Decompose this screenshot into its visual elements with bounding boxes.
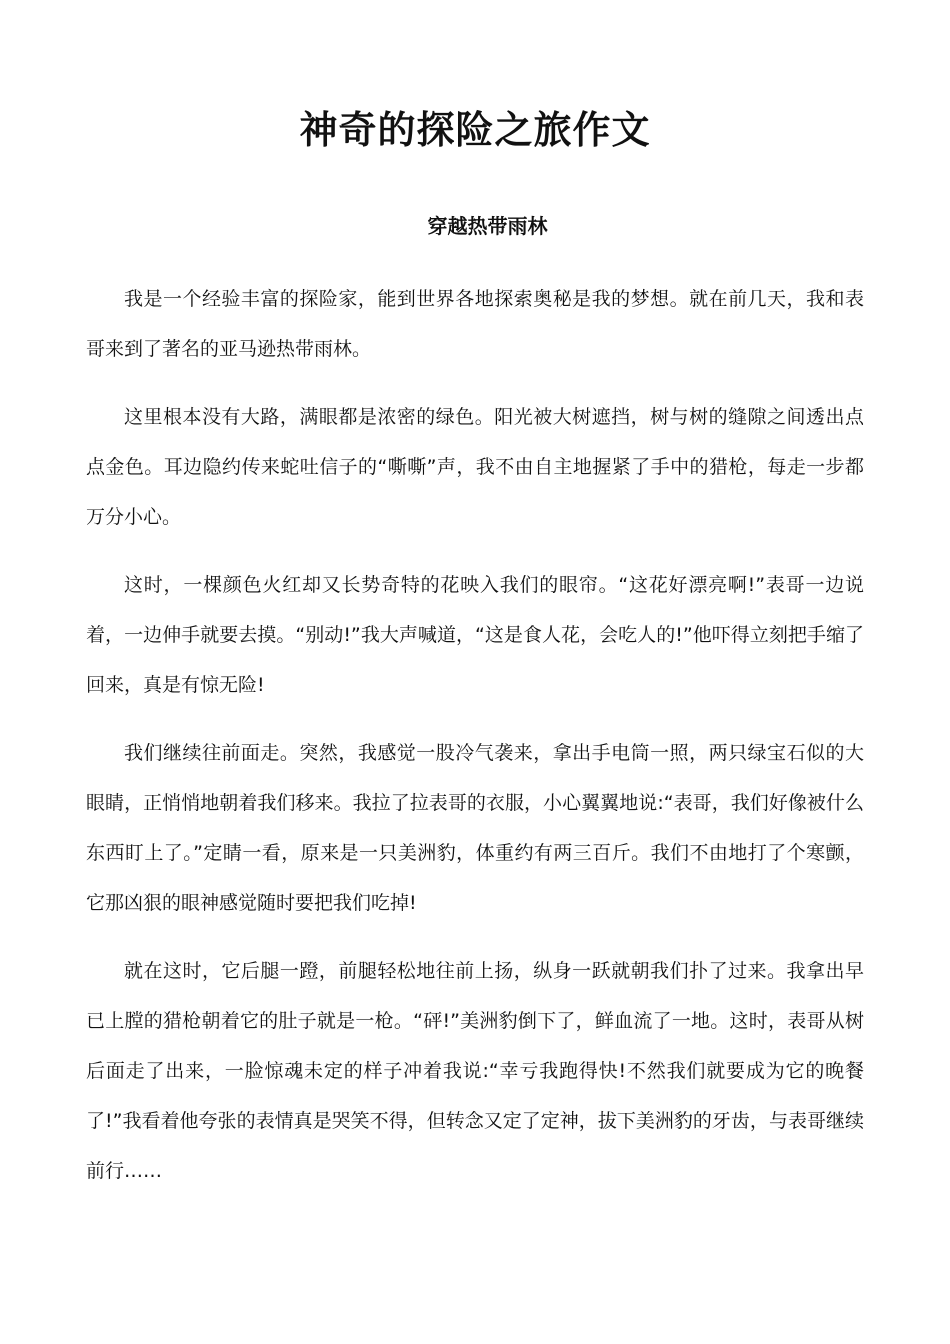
document-body bbox=[86, 274, 864, 1214]
paragraph-3: 这时，一棵颜色火红却又长势奇特的花映入我们的眼帘。“这花好漂亮啊!”表哥一边说着，一边伸手就要去摸。“别动!”我大声喊道，“这是食人花，会吃人的!”他吓得立刻把手缩了回来，真是有惊无险! bbox=[86, 574, 864, 696]
document-title: 神奇的探险之旅作文 bbox=[299, 108, 651, 152]
paragraph-1: 我是一个经验丰富的探险家，能到世界各地探索奥秘是我的梦想。就在前几天，我和表哥来到了著名的亚马逊热带雨林。 bbox=[86, 288, 864, 360]
paragraph-4: 我们继续往前面走。突然，我感觉一股冷气袭来，拿出手电筒一照，两只绿宝石似的大眼睛，正悄悄地朝着我们移来。我拉了拉表哥的衣服，小心翼翼地说:“表哥，我们好像被什么东西盯上了。”定睛一看，原来是一只美洲豹，体重约有两三百斤。我们不由地打了个寒颤，它那凶狠的眼神感觉随时要把我们吃掉! bbox=[86, 742, 864, 914]
paragraph-5: 就在这时，它后腿一蹬，前腿轻松地往前上扬，纵身一跃就朝我们扑了过来。我拿出早已上膛的猎枪朝着它的肚子就是一枪。“砰!”美洲豹倒下了，鲜血流了一地。这时，表哥从树后面走了出来，一脸惊魂未定的样子冲着我说:“幸亏我跑得快!不然我们就要成为它的晚餐了!”我看着他夸张的表情真是哭笑不得，但转念又定了定神，拔下美洲豹的牙齿，与表哥继续前行…… bbox=[86, 960, 864, 1182]
document-subtitle: 穿越热带雨林 bbox=[427, 214, 548, 238]
paragraph-2: 这里根本没有大路，满眼都是浓密的绿色。阳光被大树遮挡，树与树的缝隙之间透出点点金色。耳边隐约传来蛇吐信子的“嘶嘶”声，我不由自主地握紧了手中的猎枪，每走一步都万分小心。 bbox=[86, 406, 864, 528]
